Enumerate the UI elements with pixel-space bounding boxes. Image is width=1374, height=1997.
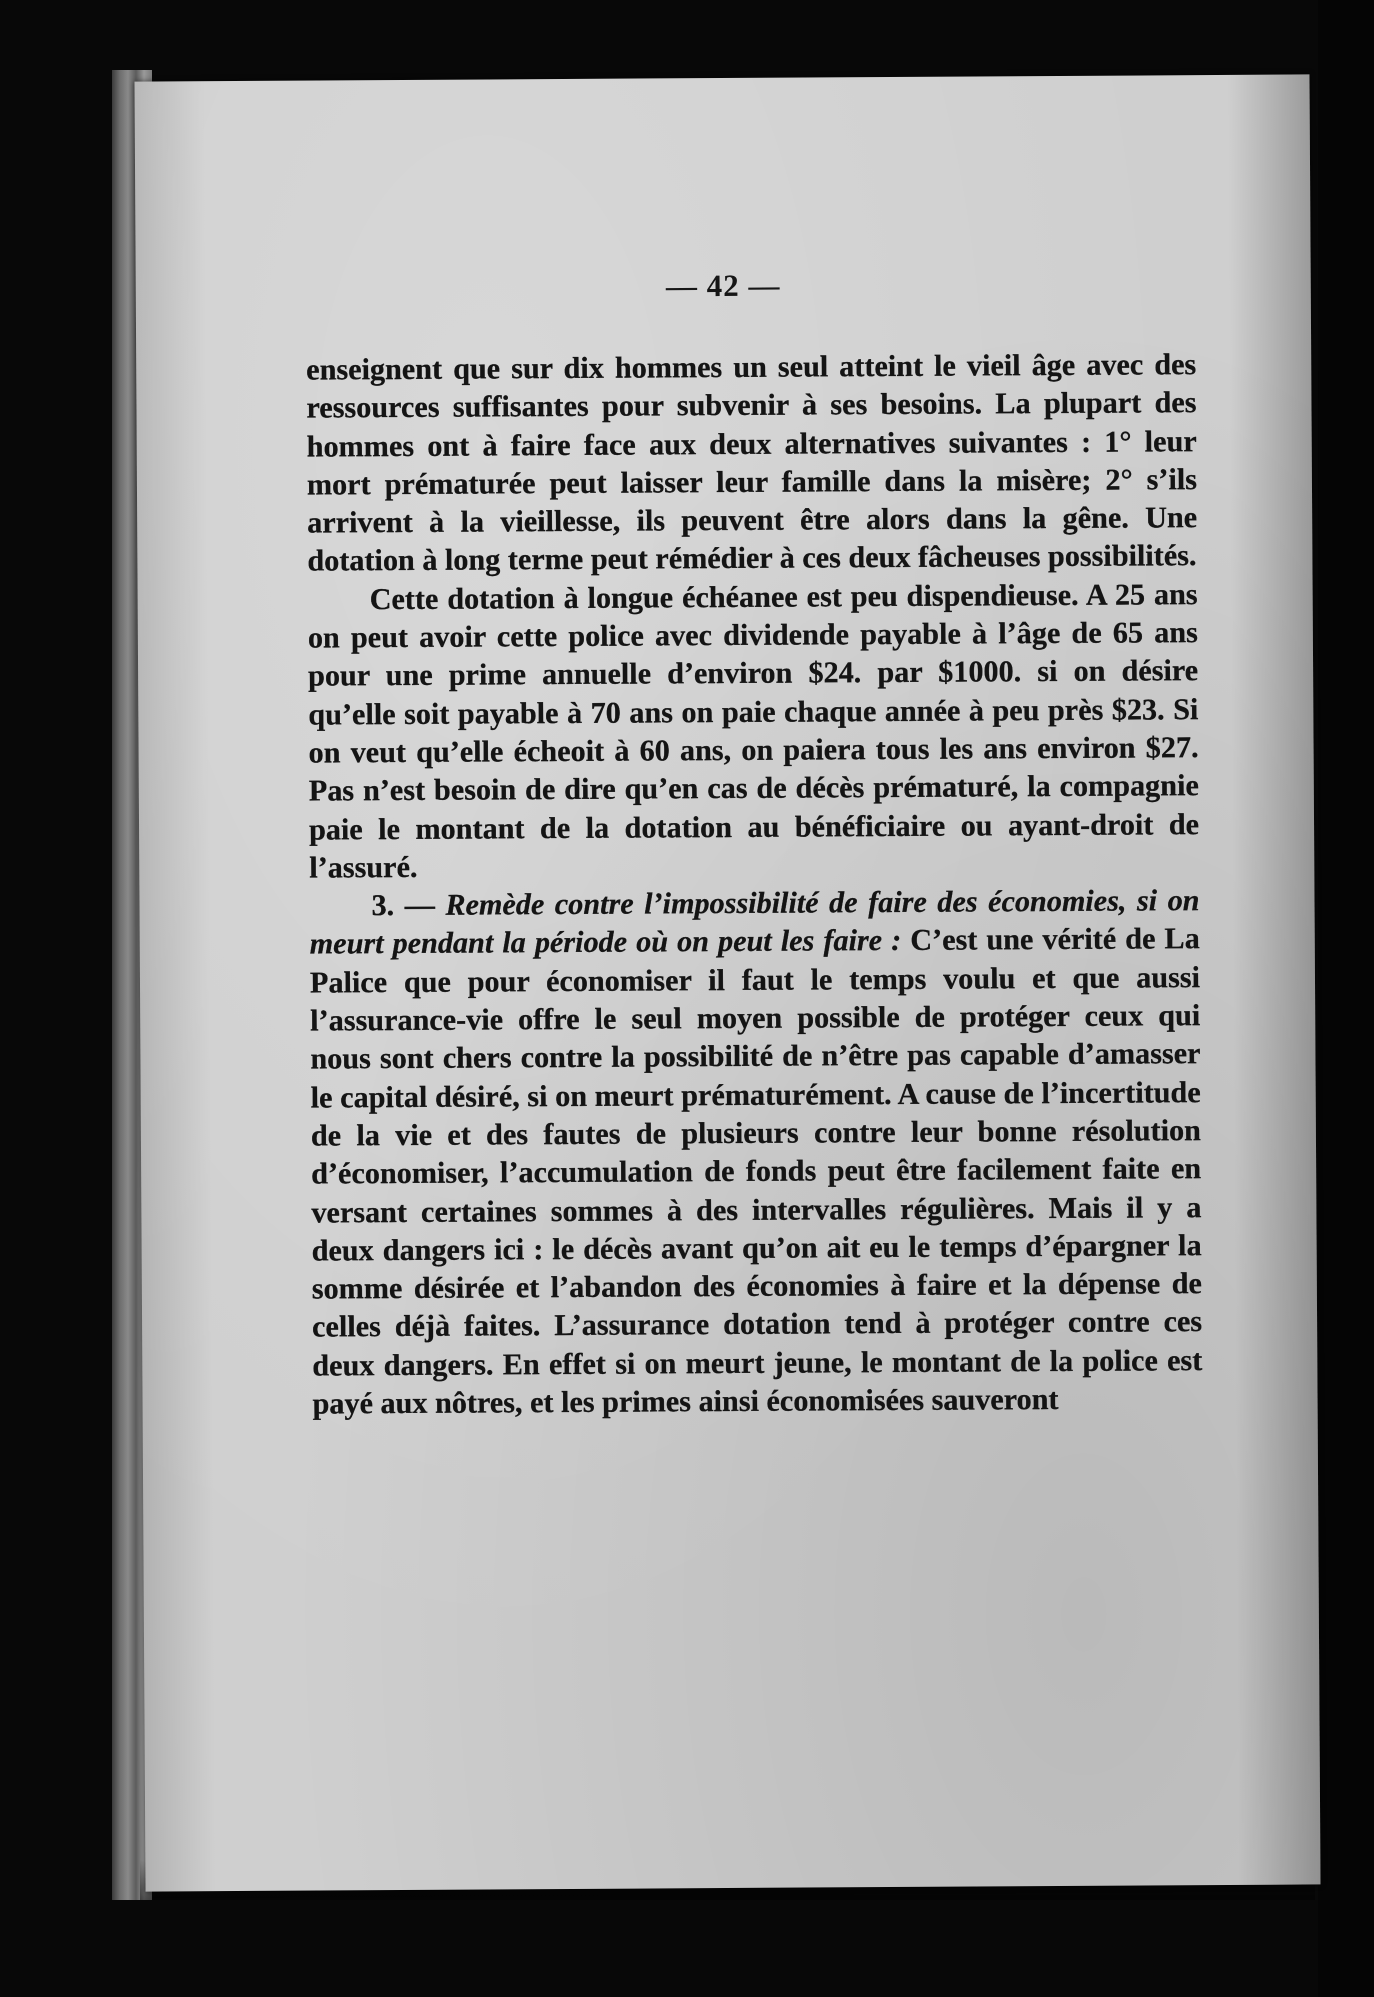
paragraph-1: enseignent que sur dix hommes un seul atteint le vieil âge avec des ressources suffisantes pour subvenir à ses besoins. La plupart des hommes ont à faire face aux deux alternatives suivantes : 1° leur mort prématurée peut laisser leur famille dans la misère; 2° s’ils arrivent à la vieillesse, ils peuvent être alors dans la gêne. Une dotation à long terme peut rémédier à ces deux fâcheuses possibilités. <box>306 347 1198 579</box>
paragraph-2: Cette dotation à longue échéanee est peu dispendieuse. A 25 ans on peut avoir cette police avec dividende payable à l’âge de 65 ans pour une prime annuelle d’environ $24. par $1000. si on désire qu’elle soit payable à 70 ans on paie chaque année à peu près $23. Si on veut qu’elle écheoit à 60 ans, on paiera tous les ans environ $27. Pas n’est besoin de dire qu’en cas de décès prématuré, la compagnie paie le montant de la dotation au bénéficiaire ou ayant-droit de l’assuré. <box>307 576 1200 885</box>
scanner-edge <box>1318 0 1374 1997</box>
section-body: C’est une vérité de La Palice que pour économiser il faut le temps voulu et que aussi l’assurance-vie offre le seul moyen possible de protéger ceux qui nous sont chers contre la possibilité de n’être pas capable d’amasser le capital désiré, si on meurt prématurément. A cause de l’incertitude de la vie et des fautes de plusieurs contre leur bonne résolution d’économiser, l’accumulation de fonds peut être facilement faite en versant certaines sommes à des intervalles régulières. Mais il y a deux dangers ici : le décès avant qu’on ait eu le temps d’épargner la somme désirée et l’abandon des économies à faire et la dépense de celles déjà faites. L’assurance dotation tend à protéger contre ces deux dangers. En effet si on meurt jeune, le montant de la police est payé aux nôtres, et les primes ainsi économisées sauveront <box>309 921 1203 1421</box>
section-number: 3. — <box>371 887 446 923</box>
paragraph-3 <box>309 881 1202 1423</box>
section-heading: Remède contre l’impossibilité de faire des économies, si on meurt pendant la période où on peut les faire : <box>309 883 1200 962</box>
book-page <box>134 74 1320 1891</box>
body-text <box>306 345 1203 1423</box>
page-number: — 42 — <box>665 267 781 304</box>
